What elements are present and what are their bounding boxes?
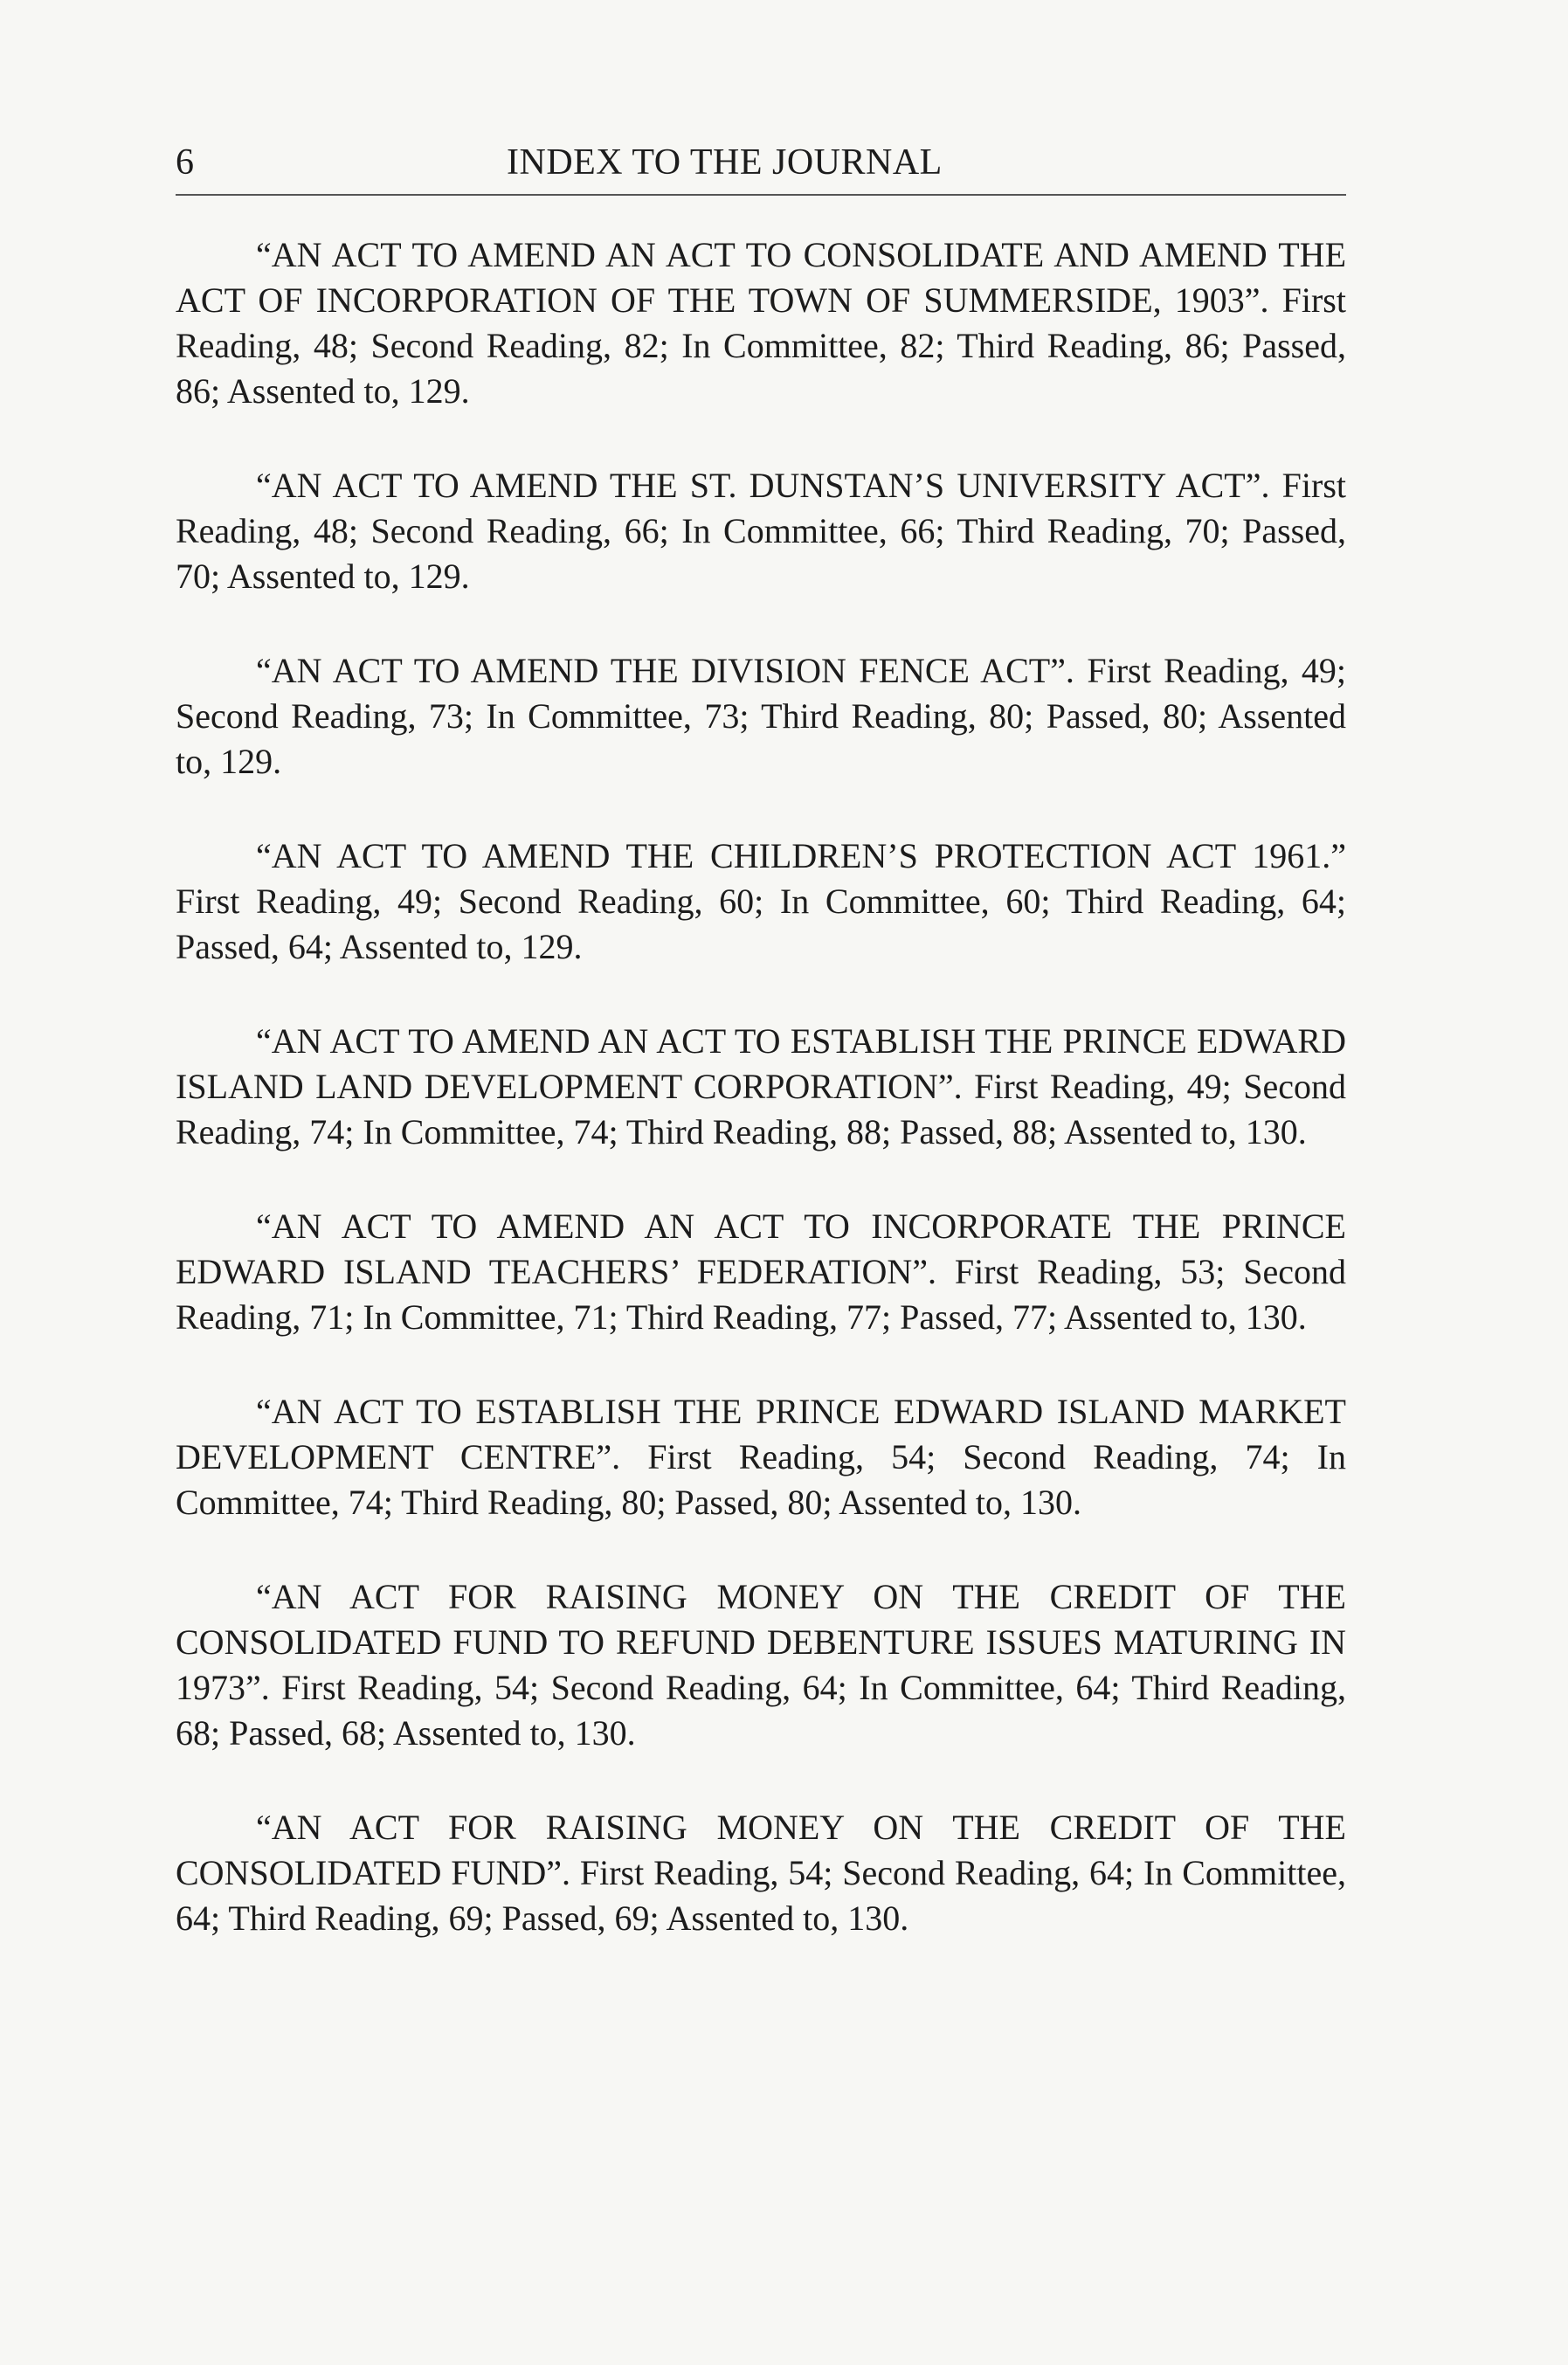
index-entry: “AN ACT TO ESTABLISH THE PRINCE EDWARD ISLAND MARKET DEVELOPMENT CENTRE”. First Reading, 54; Second Reading, 74; In Committee, 74; Third Reading, 80; Passed, 80; Assented to, 130. (176, 1392, 1346, 1522)
running-head (176, 138, 1346, 187)
index-entries (176, 232, 1346, 1990)
index-entry: “AN ACT FOR RAISING MONEY ON THE CREDIT OF THE CONSOLIDATED FUND TO REFUND DEBENTURE ISSUES MATURING IN 1973”. First Reading, 54; Second Reading, 64; In Committee, 64; Third Reading, 68; Passed, 68; Assented to, 130. (176, 1577, 1346, 1753)
header-rule (176, 194, 1346, 196)
index-entry: “AN ACT TO AMEND THE CHILDREN’S PROTECTION ACT 1961.” First Reading, 49; Second Reading, 60; In Committee, 60; Third Reading, 64; Passed, 64; Assented to, 129. (176, 836, 1346, 966)
index-entry: “AN ACT TO AMEND THE DIVISION FENCE ACT”. First Reading, 49; Second Reading, 73; In Committee, 73; Third Reading, 80; Passed, 80; Assented to, 129. (176, 651, 1346, 781)
index-entry: “AN ACT TO AMEND THE ST. DUNSTAN’S UNIVERSITY ACT”. First Reading, 48; Second Reading, 66; In Committee, 66; Third Reading, 70; Passed, 70; Assented to, 129. (176, 466, 1346, 596)
index-entry: “AN ACT TO AMEND AN ACT TO INCORPORATE THE PRINCE EDWARD ISLAND TEACHERS’ FEDERATION”. First Reading, 53; Second Reading, 71; In Committee, 71; Third Reading, 77; Passed, 77; Assented to, 130. (176, 1207, 1346, 1337)
index-entry: “AN ACT FOR RAISING MONEY ON THE CREDIT OF THE CONSOLIDATED FUND”. First Reading, 54; Second Reading, 64; In Committee, 64; Third Reading, 69; Passed, 69; Assented to, 130. (176, 1808, 1346, 1938)
page-number: 6 (176, 142, 194, 183)
page-title: INDEX TO THE JOURNAL (507, 142, 943, 183)
index-entry: “AN ACT TO AMEND AN ACT TO ESTABLISH THE PRINCE EDWARD ISLAND LAND DEVELOPMENT CORPORATION”. First Reading, 49; Second Reading, 74; In Committee, 74; Third Reading, 88; Passed, 88; Assented to, 130. (176, 1021, 1346, 1151)
index-entry: “AN ACT TO AMEND AN ACT TO CONSOLIDATE AND AMEND THE ACT OF INCORPORATION OF THE TOWN OF SUMMERSIDE, 1903”. First Reading, 48; Second Reading, 82; In Committee, 82; Third Reading, 86; Passed, 86; Assented to, 129. (176, 235, 1346, 411)
